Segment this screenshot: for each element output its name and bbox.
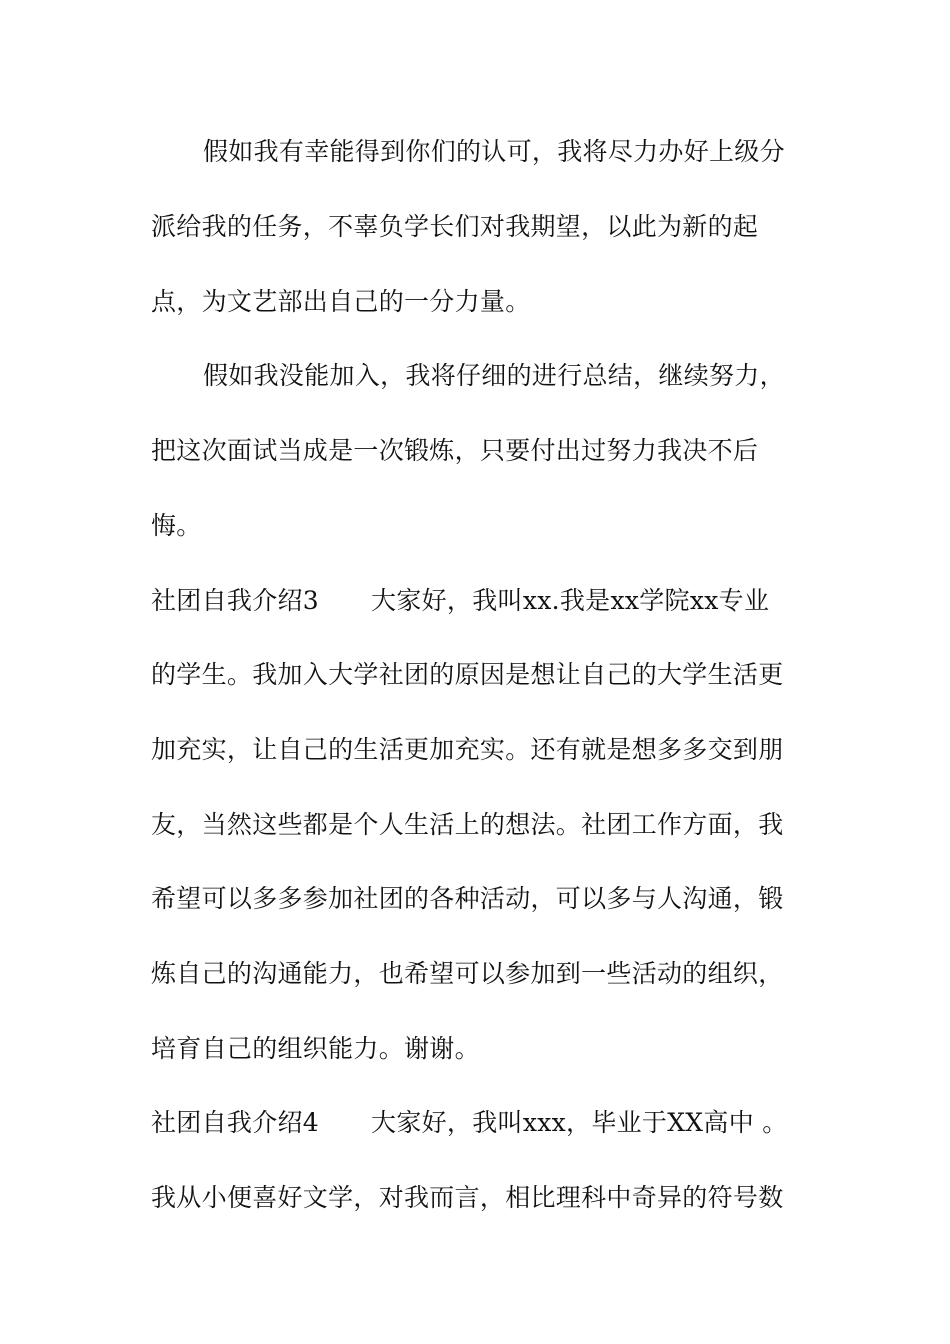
section-4-first-line: 大家好，我叫xxx，毕业于XX高中 。 [371, 1108, 788, 1137]
section-4-heading: 社团自我介绍4 [151, 1108, 320, 1137]
section-3-line-3: 加充实，让自己的生活更加充实。还有就是想多多交到朋 [151, 735, 784, 764]
section-3-line-6: 炼自己的沟通能力，也希望可以参加到一些活动的组织， [151, 959, 784, 988]
section-3-line-5: 希望可以多多参加社团的各种活动，可以多与人沟通，锻 [151, 884, 784, 913]
paragraph-2-line-2: 把这次面试当成是一次锻炼，只要付出过努力我决不后 [151, 436, 759, 465]
section-4-heading-line [151, 1108, 788, 1138]
section-3-first-line: 大家好，我叫xx.我是xx学院xx专业 [371, 586, 770, 615]
paragraph-2-line-3: 悔。 [151, 511, 202, 540]
section-3-line-7: 培育自己的组织能力。谢谢。 [151, 1034, 480, 1063]
paragraph-2-line-1: 假如我没能加入，我将仔细的进行总结，继续努力， [203, 361, 785, 390]
paragraph-1-line-2: 派给我的任务，不辜负学长们对我期望，以此为新的起 [151, 212, 759, 241]
section-3-heading: 社团自我介绍3 [151, 586, 320, 615]
paragraph-1-line-3: 点，为文艺部出自己的一分力量。 [151, 287, 531, 316]
section-3-line-4: 友，当然这些都是个人生活上的想法。社团工作方面，我 [151, 810, 784, 839]
paragraph-1-line-1: 假如我有幸能得到你们的认可，我将尽力办好上级分 [203, 137, 785, 166]
section-3-heading-line [151, 586, 769, 616]
section-4-line-2: 我从小便喜好文学，对我而言，相比理科中奇异的符号数 [151, 1183, 784, 1212]
section-3-line-2: 的学生。我加入大学社团的原因是想让自己的大学生活更 [151, 660, 784, 689]
